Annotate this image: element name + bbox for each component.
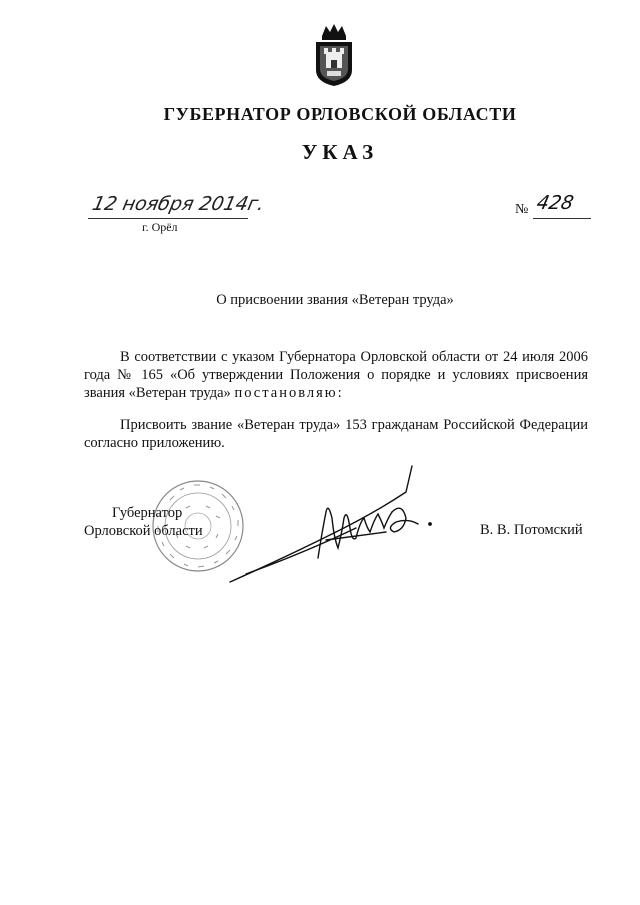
organization-title: ГУБЕРНАТОР ОРЛОВСКОЙ ОБЛАСТИ [163,104,517,124]
paragraph-1-text: В соответствии с указом Губернатора Орловской области от 24 июля 2006 года № 165 «Об утверждении Положения о порядке и условиях присвоения звания «Ветеран труда» [84,349,588,401]
document-city: г. Орёл [142,220,178,234]
signer-role [84,504,203,540]
signer-name: В. В. Потомский [480,522,583,538]
document-date: 12 ноября 2014г. [90,193,267,215]
number-label: № [515,202,529,217]
document-subject: О присвоении звания «Ветеран труда» [216,292,454,308]
body-paragraph-1 [84,348,588,402]
resolution-word: постановляю: [234,385,344,401]
body-paragraph-2: Присвоить звание «Ветеран труда» 153 гражданам Российской Федерации согласно приложению. [84,417,588,451]
signer-role-line-1: Губернатор [112,505,183,521]
date-underline [88,218,248,219]
signer-role-line-2: Орловской области [84,523,203,539]
document-number: 428 [534,192,576,214]
document-type: УКАЗ [301,140,379,164]
coat-of-arms-icon [312,22,356,88]
number-underline [533,218,591,219]
handwritten-signature-icon [226,462,436,586]
